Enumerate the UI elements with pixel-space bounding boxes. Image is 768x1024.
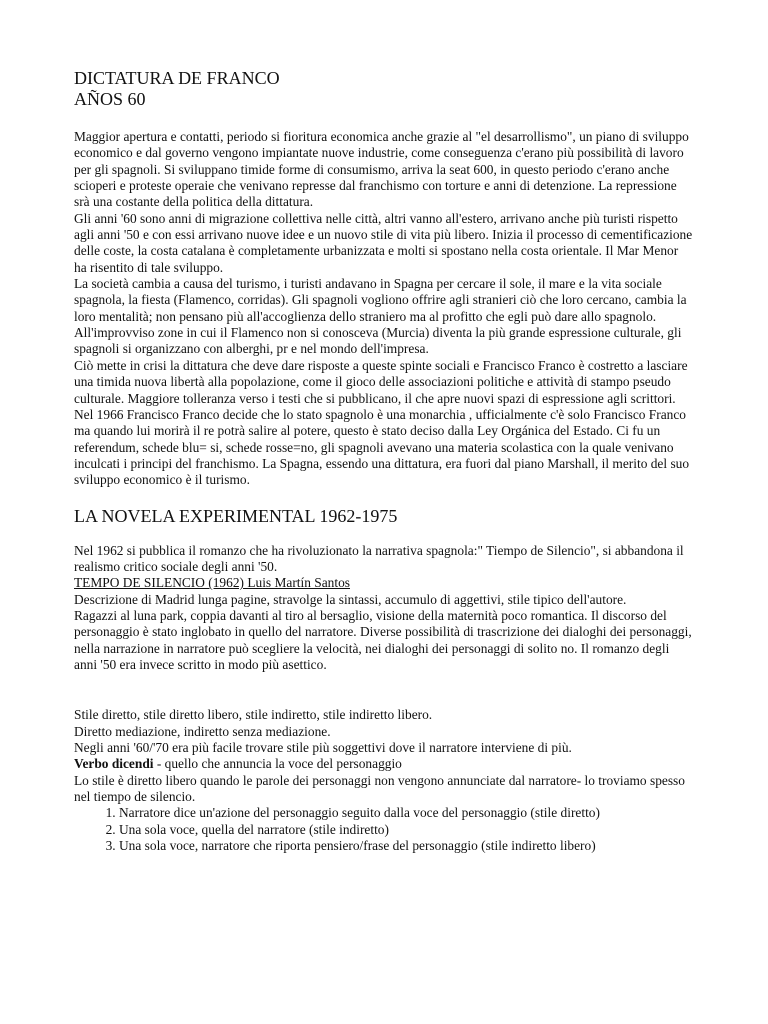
title-line-2: AÑOS 60 (74, 89, 146, 109)
definition-text: - quello che annuncia la voce del personaggio (153, 756, 402, 772)
text-line: Negli anni '60/'70 era più facile trovare stile più soggettivi dove il narratore interviene di più. (74, 740, 572, 755)
paragraph: Nel 1962 si pubblica il romanzo che ha rivoluzionato la narrativa spagnola:" Tiempo de Silencio", si abbandona il realismo critico sociale degli anni '50. (74, 542, 684, 574)
paragraph: Descrizione di Madrid lunga pagine, stravolge la sintassi, accumulo di aggettivi, stile tipico dell'autore. (74, 591, 627, 607)
list-item: 2. Una sola voce, quella del narratore (stile indiretto) (119, 822, 694, 838)
paragraph: Ragazzi al luna park, coppia davanti al tiro al bersaglio, visione della maternità poco romantica. Il discorso del personaggio è stato inglobato in quello del narratore. Diverse possibilità di trascrizione dei dialoghi dei personaggi, nella narrazione in narratore può scegliere la velocità, nei dialoghi dei personaggi di solito no. Il romanzo degli anni '50 era invece scritto in modo più asettico. (74, 607, 692, 672)
numbered-list (74, 805, 694, 854)
section-dictatura (74, 129, 694, 489)
text-line: Stile diretto, stile diretto libero, stile indiretto, stile indiretto libero. (74, 707, 433, 723)
title-line-1: DICTATURA DE FRANCO (74, 68, 280, 88)
text-line: Diretto mediazione, indiretto senza mediazione. (74, 723, 331, 739)
section-novela (74, 543, 694, 674)
list-item: 1. Narratore dice un'azione del personaggio seguito dalla voce del personaggio (stile diretto) (119, 805, 694, 821)
paragraph: Gli anni '60 sono anni di migrazione collettiva nelle città, altri vanno all'estero, arrivano anche più turisti rispetto agli anni '50 e con essi arrivano nuove idee e un nuovo stile di vita più libero. Inizia il processo di cementificazione delle coste, la costa catalana è completamente urbanizzata e molti si spostano nella costa orientale. Il Mar Menor ha risentito di tale sviluppo. (74, 210, 693, 275)
paragraph: La società cambia a causa del turismo, i turisti andavano in Spagna per cercare il sole, il mare e la vita sociale spagnola, la fiesta (Flamenco, corridas). Gli spagnoli vogliono offrire agli stranieri ciò che loro cercano, cambia la loro mentalità; non pensano più all'accoglienza dello straniero ma al profitto che egli può dare allo spagnolo. All'improvviso zone in cui il Flamenco non si conosceva (Murcia) diventa la più grande espressione culturale, gli spagnoli si organizzano con alberghi, pr e nel mondo dell'impresa. (74, 276, 687, 357)
list-item: 3. Una sola voce, narratore che riporta pensiero/frase del personaggio (stile indiretto libero) (119, 838, 694, 854)
verbo-dicendi-line (74, 756, 694, 772)
document-title (74, 0, 694, 110)
underlined-book-title: TEMPO DE SILENCIO (1962) Luis Martín Santos (74, 575, 350, 591)
bold-term: Verbo dicendi (74, 756, 154, 772)
section-stile (74, 707, 694, 854)
paragraph: Lo stile è diretto libero quando le parole dei personaggi non vengono annunciate dal narratore- lo troviamo spesso nel tiempo de silencio. (74, 772, 685, 805)
section-heading-novela: LA NOVELA EXPERIMENTAL 1962-1975 (74, 505, 398, 526)
paragraph: Maggior apertura e contatti, periodo si fioritura economica anche grazie al "el desarrollismo", un piano di sviluppo economico e dal governo vengono impiantate nuove industrie, come conseguenza c'erano più possibilità di lavoro per gli spagnoli. Si sviluppano timide forme di consumismo, arriva la seat 600, in questo periodo c'erano anche scioperi e proteste operaie che venivano represse dal franchismo con torture e anni di detenzione. La repressione srà una costante della politica della dittatura. (74, 129, 689, 210)
paragraph: Ciò mette in crisi la dittatura che deve dare risposte a queste spinte sociali e Francisco Franco è costretto a lasciare una timida nuova libertà alla popolazione, come il gioco delle associazioni politiche e attività di stampo pseudo culturale. Maggiore tolleranza verso i testi che si pubblicano, il che apre nuovi spazi di espressione agli scrittori. Nel 1966 Francisco Franco decide che lo stato spagnolo è una monarchia , ufficialmente c'è solo Francisco Franco ma quando lui morirà il re potrà salire al potere, questo è stato deciso dalla Ley Orgánica del Estado. Ci fu un referendum, schede blu= si, schede rosse=no, gli spagnoli avevano una materia scolastica con la quale venivano inculcati i principi del franchismo. La Spagna, essendo una dittatura, era fuori dal piano Marshall, il merito del suo sviluppo economico è il turismo. (74, 357, 690, 488)
